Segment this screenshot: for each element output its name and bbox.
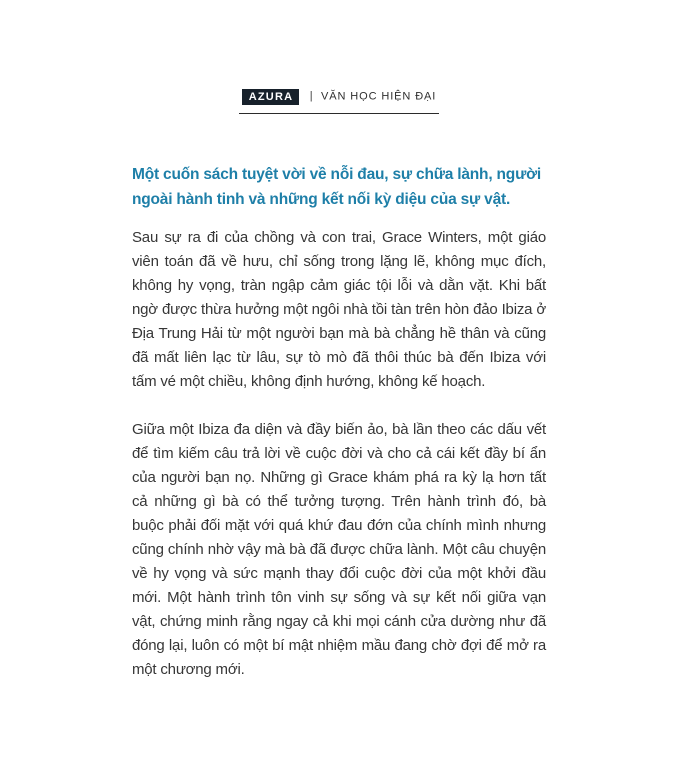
publisher-header-underline <box>239 89 440 114</box>
header-separator: | <box>309 90 313 103</box>
series-label: VĂN HỌC HIỆN ĐẠI <box>321 90 437 103</box>
publisher-header <box>132 88 546 114</box>
synopsis-headline: Một cuốn sách tuyệt vời về nỗi đau, sự chữa lành, người ngoài hành tinh và những kết nối kỳ diệu của sự vật. <box>132 166 542 208</box>
synopsis-paragraph-2: Giữa một Ibiza đa diện và đầy biến ảo, bà lần theo các dấu vết để tìm kiếm câu trả lời về cuộc đời và cho cả cái kết đầy bí ẩn của người bạn nọ. Những gì Grace khám phá ra kỳ lạ hơn tất cả những gì bà có thể tưởng tượng. Trên hành trình đó, bà buộc phải đối mặt với quá khứ đau đớn của chính mình nhưng cũng chính nhờ vậy mà bà đã được chữa lành. Một câu chuyện về hy vọng và sức mạnh thay đổi cuộc đời của một khởi đầu mới. Một hành trình tôn vinh sự sống và sự kết nối giữa vạn vật, chứng minh rằng ngay cả khi mọi cánh cửa dường như đã đóng lại, luôn có một bí mật nhiệm mầu đang chờ đợi để mở ra một chương mới. <box>132 421 546 678</box>
synopsis-paragraph-1: Sau sự ra đi của chồng và con trai, Grace Winters, một giáo viên toán đã về hưu, chỉ sống trong lặng lẽ, không mục đích, không hy vọng, tràn ngập cảm giác tội lỗi và dằn vặt. Khi bất ngờ được thừa hưởng một ngôi nhà tồi tàn trên hòn đảo Ibiza ở Địa Trung Hải từ một người bạn mà bà chẳng hề thân và cũng đã mất liên lạc từ lâu, sự tò mò đã thôi thúc bà đến Ibiza với tấm vé một chiều, không định hướng, không kế hoạch. <box>132 229 546 390</box>
text-column <box>132 88 546 682</box>
publisher-logo-badge: AZURA <box>242 89 300 105</box>
